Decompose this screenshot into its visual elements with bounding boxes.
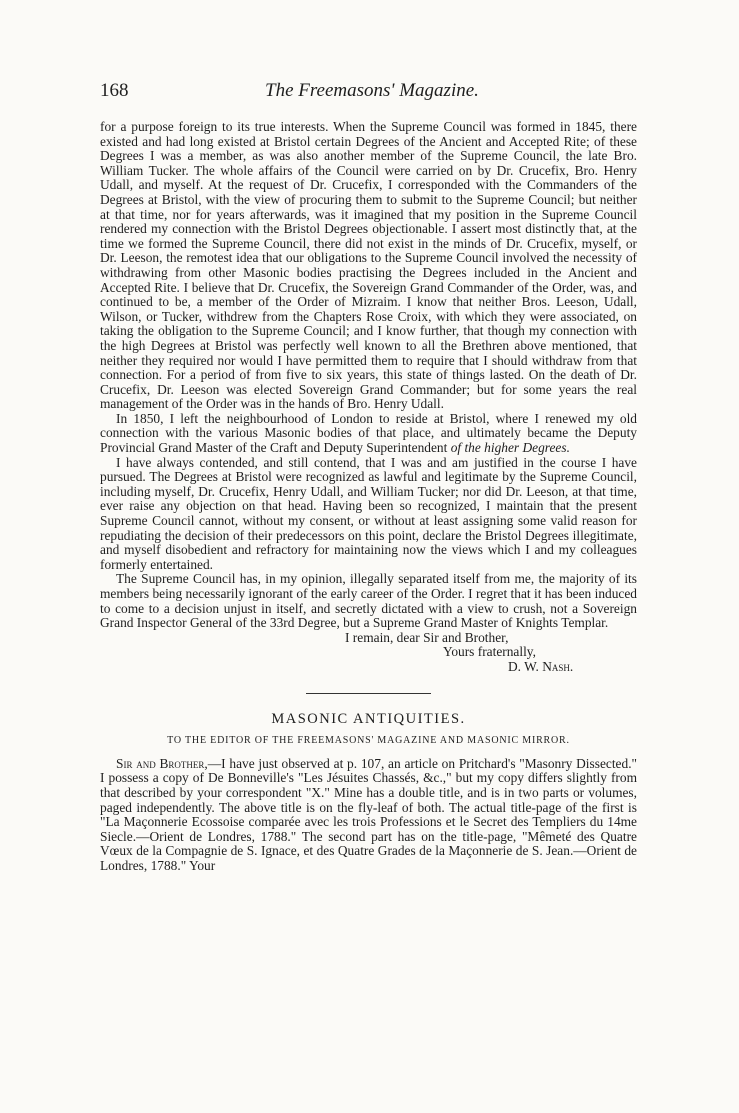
paragraph-text: In 1850, I left the neighbourhood of London to reside at Bristol, where I renewed my old connection with the various Masonic bodies of that place, and ultimately became the Deputy Provincial Grand Master of the Craft and Deputy Superintendent: [100, 410, 637, 456]
page-number: 168: [100, 80, 129, 101]
closing-line: I remain, dear Sir and Brother,: [345, 629, 509, 645]
section-heading: MASONIC ANTIQUITIES.: [271, 710, 466, 727]
letter-paragraph: [100, 412, 637, 456]
article-paragraph: [100, 757, 637, 874]
letter-paragraph: I have always contended, and still contend, that I was and am justified in the course I have pursued. The Degrees at Bristol were recognized as lawful and legitimate by the Supreme Council, including myself, Dr. Crucefix, Henry Udall, and William Tucker; nor did Dr. Leeson, at that time, ever raise any objection on that head. Having been so recognized, I maintain that the present Supreme Council cannot, without my consent, or without at least assigning some valid reason for repudiating the decision of their predecessors on this point, declare the Bristol Degrees illegitimate, and myself disobedient and refractory for maintaining now the views which I and my colleagues formerly entertained.: [100, 454, 637, 572]
letter-paragraph: The Supreme Council has, in my opinion, illegally separated itself from me, the majority of its members being necessarily ignorant of the early career of the Order. I regret that it has been induced to come to a decision unjust in itself, and secretly dictated with a view to crush, not a Sovereign Grand Inspector General of the 33rd Degree, but a Supreme Grand Master of Knights Templar.: [100, 571, 637, 631]
section-divider: [306, 693, 431, 694]
italic-phrase: of the higher Degrees.: [450, 440, 570, 456]
closing-line: Yours fraternally,: [443, 644, 536, 660]
letter-closing: [100, 631, 637, 675]
signature: D. W. Nash.: [508, 658, 574, 674]
letter-paragraph: for a purpose foreign to its true interests. When the Supreme Council was formed in 1845, there existed and had long existed at Bristol certain Degrees of the Ancient and Accepted Rite; of these Degrees I was a member, as was also another member of the Supreme Council, the late Bro. William Tucker. The whole affairs of the Council were carried on by Dr. Crucefix, Bro. Henry Udall, and myself. At the request of Dr. Crucefix, I corresponded with the Commanders of the Degrees at Bristol, with the view of procuring them to submit to the Supreme Council; but neither at that time, nor for years afterwards, was it imagined that my position in the Supreme Council rendered my connection with the Bristol Degrees objectionable. I assert most distinctly that, at the time we formed the Supreme Council, there did not exist in the minds of Dr. Crucefix, myself, or Dr. Leeson, the remotest idea that our obligations to the Supreme Council involved the necessity of withdrawing from other Masonic bodies practising the Degrees included in the Ancient and Accepted Rite. I believe that Dr. Crucefix, the Sovereign Grand Commander of the Order, was, and continued to be, a member of the Order of Mizraim. I know that neither Bros. Leeson, Udall, Wilson, or Tucker, withdrew from the Chapters Rose Croix, with which they were associated, on taking the obligation to the Supreme Council; and I know further, that though my connection with the high Degrees at Bristol was perfectly well known to all the Brethren above mentioned, that neither they required nor would I have permitted them to require that I should withdraw from that connection. For a period of from five to six years, this state of things lasted. On the death of Dr. Crucefix, Dr. Leeson was elected Sovereign Grand Commander; but for some years the real management of the Order was in the hands of Bro. Henry Udall.: [100, 119, 637, 412]
running-title: The Freemasons' Magazine.: [265, 80, 479, 101]
article-text: —I have just observed at p. 107, an article on Pritchard's "Masonry Dissected." I possess a copy of De Bonneville's "Les Jésuites Chassés, &c.," but my copy differs slightly from that described by your correspondent "X." Mine has a double title, and is in two parts or volumes, paged independently. The above title is on the fly-leaf of both. The actual title-page of the first is "La Maçonnerie Ecossoise comparée avec les trois Professions et le Secret des Templiers du 14me Siecle.—Orient de Londres, 1788." The second part has on the title-page, "Mêmeté des Quatre Vœux de la Compagnie de S. Ignace, et des Quatre Grades de la Maçonnerie de S. Jean.—Orient de Londres, 1788." Your: [100, 755, 638, 873]
salutation: Sir and Brother,: [116, 755, 208, 771]
page-body: [100, 120, 637, 874]
addressee-line: TO THE EDITOR OF THE FREEMASONS' MAGAZINE AND MASONIC MIRROR.: [167, 735, 570, 747]
